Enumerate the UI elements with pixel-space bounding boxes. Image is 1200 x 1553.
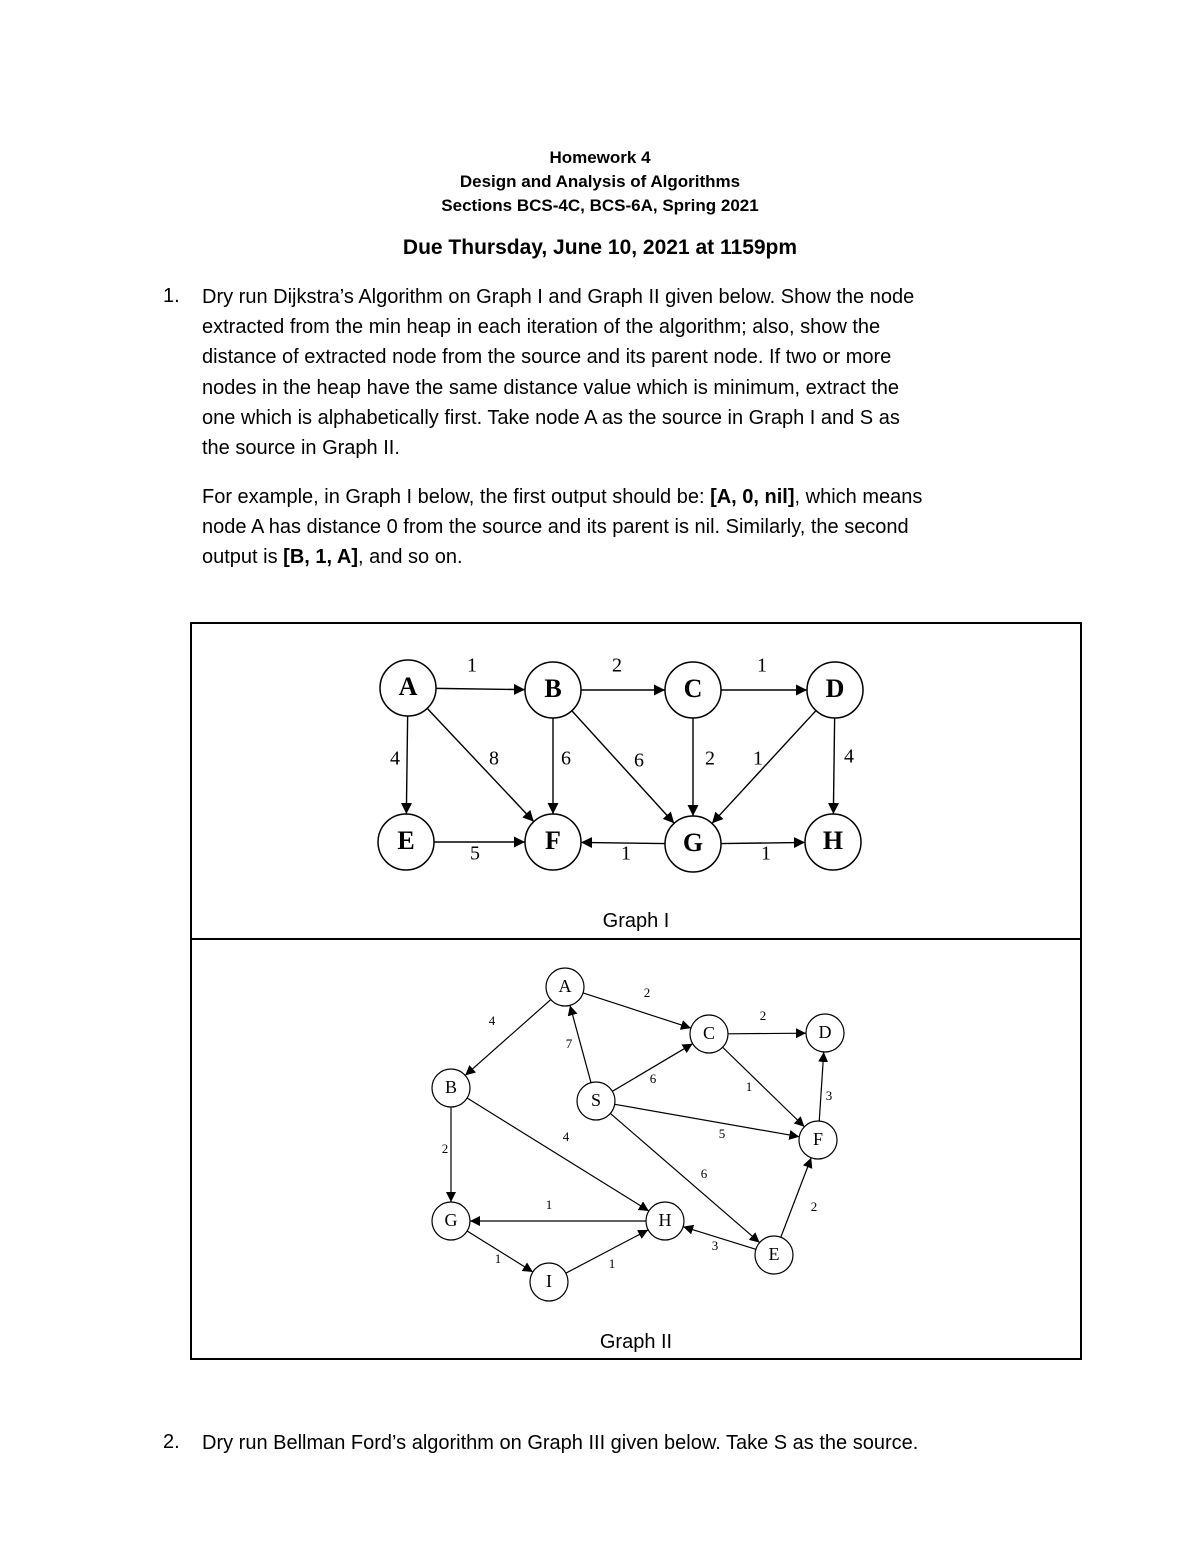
g2-node-label: H (658, 1210, 672, 1231)
g2-edge-weight: 1 (494, 1250, 502, 1266)
course-title: Design and Analysis of Algorithms (459, 172, 741, 191)
g1-node-label: E (397, 825, 415, 855)
g1-edge-weight: 1 (621, 842, 631, 865)
g2-node-label: A (558, 976, 572, 997)
question-1-number: 1. (163, 285, 180, 307)
g1-node-a (380, 660, 436, 716)
g2-node-b (432, 1069, 470, 1107)
g2-edge-weight: 1 (745, 1078, 753, 1094)
g2-edge-weight: 1 (608, 1255, 616, 1271)
g2-edge-weight: 4 (562, 1128, 570, 1144)
graph-2-diagram (192, 940, 1080, 1358)
g2-node-label: I (546, 1271, 552, 1292)
g1-edge-a-f (427, 708, 534, 821)
example-output-second: [B, 1, A] (283, 546, 358, 569)
graph-1-box (190, 622, 1082, 940)
g2-node-c (690, 1015, 728, 1053)
homework-title: Homework 4 (549, 148, 651, 167)
g1-node-label: B (544, 673, 562, 703)
question-1-text (202, 282, 1082, 463)
g1-edge-a-e (406, 716, 407, 814)
g1-edge-weight: 6 (561, 747, 571, 770)
g2-node-h (646, 1202, 684, 1240)
g1-node-d (807, 662, 863, 718)
q1-line: extracted from the min heap in each iteration of the algorithm; also, show the (202, 316, 881, 339)
graph-2-caption: Graph II (599, 1331, 673, 1353)
q2-line: Dry run Bellman Ford’s algorithm on Graph III given below. Take S as the source. (202, 1432, 919, 1454)
g2-edge-weight: 2 (643, 984, 651, 1000)
g1-node-label: C (683, 673, 703, 703)
g2-edge-b-h (467, 1098, 649, 1211)
g2-node-a (546, 968, 584, 1006)
example-text: For example, in Graph I below, the first output should be: (202, 486, 711, 508)
g2-edge-a-c (583, 993, 691, 1028)
g1-node-label: D (825, 673, 845, 703)
due-date: Due Thursday, June 10, 2021 at 1159pm (402, 236, 798, 259)
g1-node-f (525, 814, 581, 870)
g1-edge-weight: 1 (467, 654, 477, 677)
g2-edge-a-b (465, 1000, 551, 1076)
q1-line: Dry run Dijkstra’s Algorithm on Graph I and Graph II given below. Show the node (202, 286, 915, 308)
g1-edge-weight: 4 (390, 747, 400, 770)
example-text: output is (202, 546, 284, 569)
g1-node-label: A (398, 671, 418, 701)
g2-node-i (530, 1263, 568, 1301)
g2-node-e (755, 1236, 793, 1274)
g1-edge-b-g (572, 711, 674, 824)
g1-node-e (378, 814, 434, 870)
g2-edge-s-e (610, 1113, 759, 1242)
g2-edge-weight: 1 (545, 1196, 553, 1212)
g2-node-s (577, 1082, 615, 1120)
example-line: node A has distance 0 from the source and its parent is nil. Similarly, the second (202, 516, 909, 539)
g2-edge-weight: 5 (718, 1125, 726, 1141)
g2-node-label: D (818, 1022, 832, 1043)
g2-node-label: G (444, 1210, 458, 1231)
g1-edge-weight: 5 (470, 842, 480, 865)
g2-edge-c-f (723, 1047, 805, 1127)
g2-edge-weight: 3 (825, 1087, 833, 1103)
q1-line: nodes in the heap have the same distance value which is minimum, extract the (202, 376, 900, 399)
g1-node-label: H (822, 825, 844, 855)
q1-line: distance of extracted node from the source and its parent node. If two or more (202, 346, 892, 369)
g1-edge-weight: 2 (705, 747, 715, 770)
g2-node-label: S (590, 1090, 602, 1111)
example-output-first: [A, 0, nil] (710, 486, 795, 508)
g1-edge-d-h (833, 718, 834, 814)
g1-node-b (525, 662, 581, 718)
g1-edge-weight: 1 (757, 654, 767, 677)
example-line (202, 482, 1082, 512)
g2-edge-weight: 7 (565, 1035, 573, 1051)
g2-node-label: E (768, 1244, 780, 1265)
g2-node-d (806, 1014, 844, 1052)
example-text: , which means (794, 486, 923, 508)
g1-edge-weight: 6 (634, 749, 644, 772)
example-line (202, 542, 1082, 572)
g2-edge-c-d (728, 1033, 806, 1034)
g1-edge-weight: 1 (753, 747, 763, 770)
g1-edge-weight: 2 (612, 654, 622, 677)
graph-2-box (190, 938, 1082, 1360)
g1-node-label: G (682, 827, 704, 857)
g2-edge-weight: 3 (711, 1237, 719, 1253)
g2-edge-weight: 2 (810, 1198, 818, 1214)
g2-edge-e-f (781, 1158, 811, 1238)
q1-line: one which is alphabetically first. Take node A as the source in Graph I and S as (202, 406, 900, 429)
example-text: , and so on. (358, 546, 463, 569)
g1-node-c (665, 662, 721, 718)
question-2-number: 2. (163, 1431, 180, 1453)
question-1-example (202, 482, 1082, 573)
g1-node-label: F (545, 825, 561, 855)
g1-node-g (665, 816, 721, 872)
sections-line: Sections BCS-4C, BCS-6A, Spring 2021 (441, 196, 759, 215)
g2-edge-weight: 2 (441, 1140, 449, 1156)
g1-edge-a-b (436, 688, 525, 689)
g2-node-f (799, 1121, 837, 1159)
g1-edge-weight: 8 (489, 747, 499, 770)
g2-node-label: C (702, 1023, 716, 1044)
g1-edge-weight: 1 (761, 842, 771, 865)
g2-edge-s-a (570, 1005, 591, 1082)
g1-edge-d-g (712, 711, 816, 824)
g1-node-h (805, 814, 861, 870)
graph-1-caption: Graph I (602, 910, 670, 932)
g2-edge-s-f (615, 1104, 800, 1136)
g1-edge-weight: 4 (844, 745, 854, 768)
q1-line: the source in Graph II. (202, 437, 400, 460)
g2-edge-weight: 2 (759, 1007, 767, 1023)
g2-node-g (432, 1202, 470, 1240)
g2-edge-i-h (566, 1230, 648, 1273)
question-2-text (202, 1428, 1082, 1458)
g2-edge-weight: 6 (700, 1165, 708, 1181)
g2-edge-f-d (819, 1052, 824, 1121)
graph-1-diagram (192, 624, 1080, 938)
g2-node-label: B (444, 1077, 458, 1098)
g2-node-label: F (812, 1129, 824, 1150)
g2-edge-weight: 4 (488, 1012, 496, 1028)
g2-edge-weight: 6 (649, 1070, 657, 1086)
